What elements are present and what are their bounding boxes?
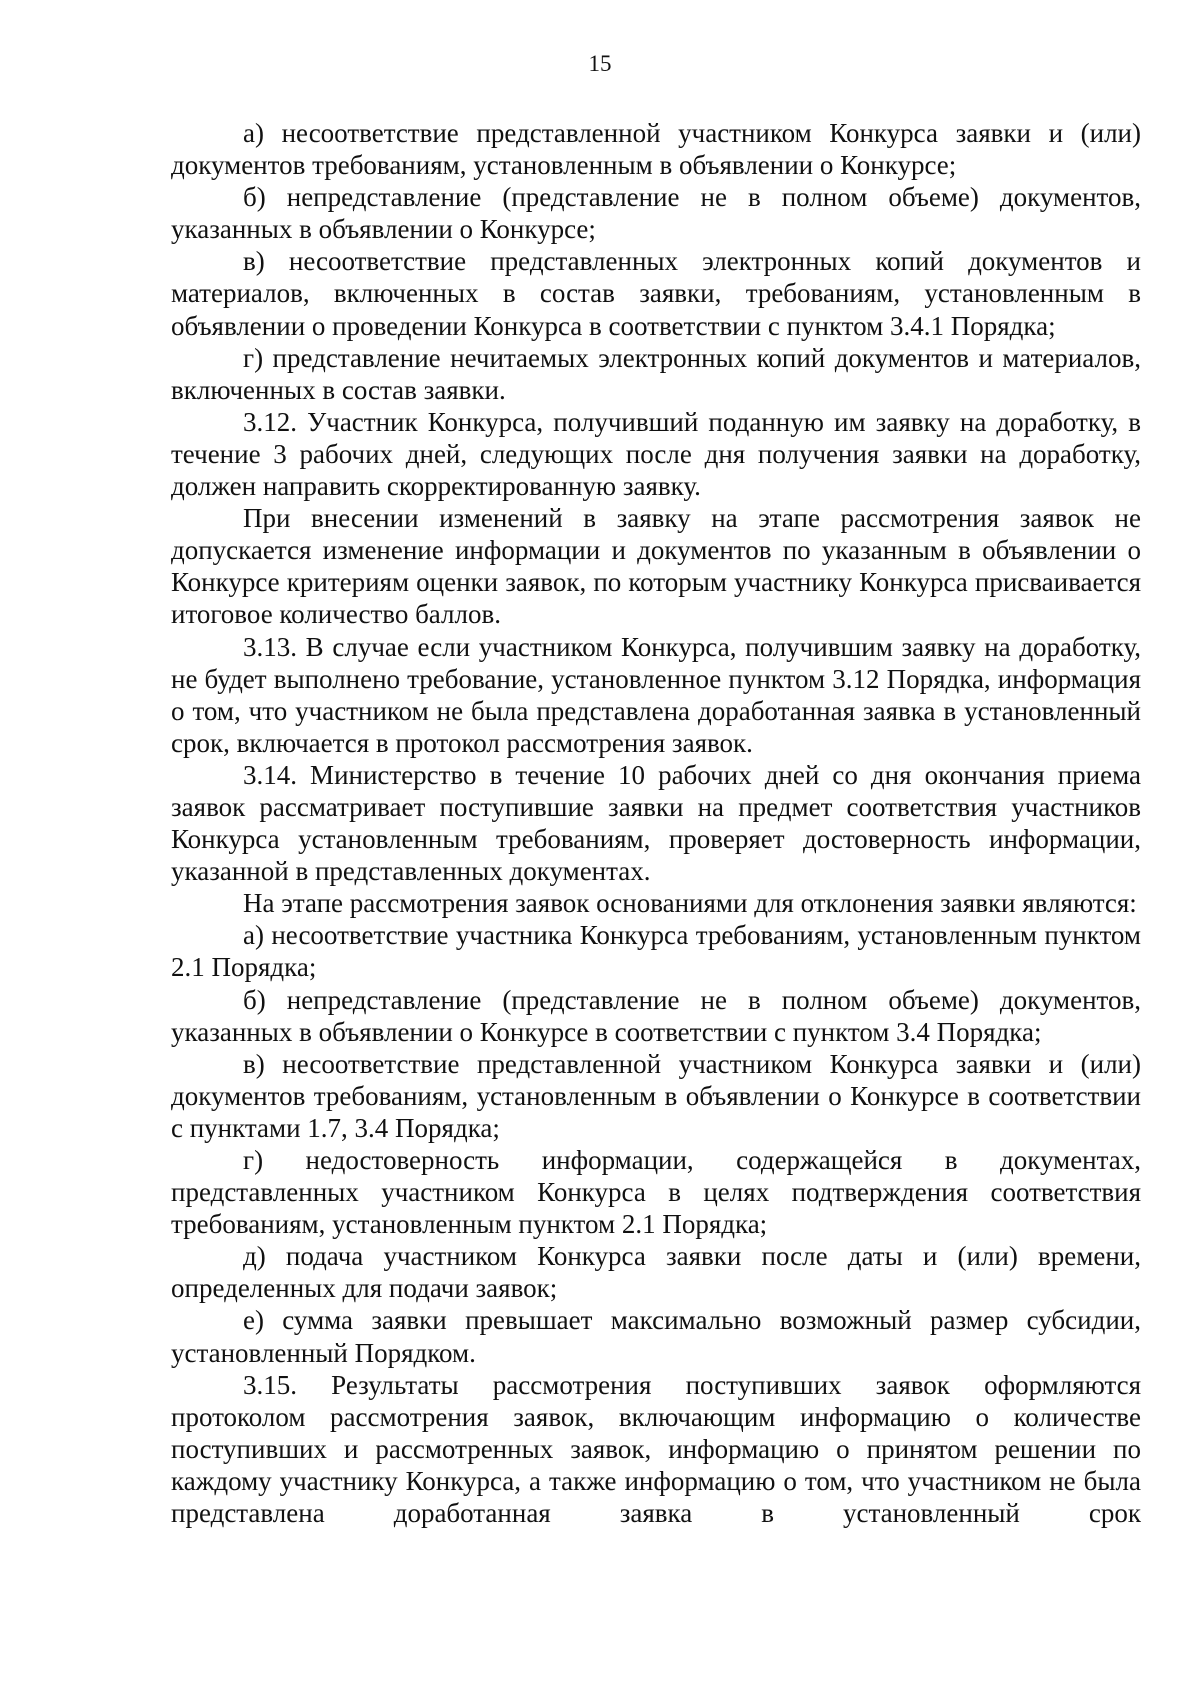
paragraph: а) несоответствие представленной участником Конкурса заявки и (или) документов требованиям, установленным в объявлении о Конкурсе;	[171, 118, 1141, 181]
paragraph: 3.14. Министерство в течение 10 рабочих дней со дня окончания приема заявок рассматривает поступившие заявки на предмет соответствия участников Конкурса установленным требованиям, проверяет достоверность информации, указанной в представленных документах.	[171, 759, 1141, 887]
paragraph: е) сумма заявки превышает максимально возможный размер субсидии, установленный Порядком.	[171, 1305, 1141, 1368]
paragraph: б) непредставление (представление не в полном объеме) документов, указанных в объявлении о Конкурсе;	[171, 182, 1141, 245]
paragraph: При внесении изменений в заявку на этапе рассмотрения заявок не допускается изменение информации и документов по указанным в объявлении о Конкурсе критериям оценки заявок, по которым участнику Конкурса присваивается итоговое количество баллов.	[171, 503, 1141, 630]
paragraph: д) подача участником Конкурса заявки после даты и (или) времени, определенных для подачи заявок;	[171, 1241, 1141, 1304]
paragraph: г) представление нечитаемых электронных копий документов и материалов, включенных в состав заявки.	[171, 342, 1141, 405]
paragraph: а) несоответствие участника Конкурса требованиям, установленным пунктом 2.1 Порядка;	[171, 920, 1141, 983]
paragraph: 3.13. В случае если участником Конкурса, получившим заявку на доработку, не будет выполнено требование, установленное пунктом 3.12 Порядка, информация о том, что участником не была представлена доработанная заявка в установленный срок, включается в протокол рассмотрения заявок.	[171, 631, 1141, 758]
paragraph: г) недостоверность информации, содержащейся в документах, представленных участником Конкурса в целях подтверждения соответствия требованиям, установленным пунктом 2.1 Порядка;	[171, 1145, 1141, 1240]
paragraph: б) непредставление (представление не в полном объеме) документов, указанных в объявлении о Конкурсе в соответствии с пунктом 3.4 Порядка;	[171, 984, 1141, 1047]
page-number: 15	[588, 51, 612, 76]
paragraph: в) несоответствие представленных электронных копий документов и материалов, включенных в состав заявки, требованиям, установленным в объявлении о проведении Конкурса в соответствии с пунктом 3.4.1 Порядка;	[171, 246, 1141, 341]
document-body	[171, 117, 1141, 1529]
paragraph: в) несоответствие представленной участником Конкурса заявки и (или) документов требованиям, установленным в объявлении о Конкурсе в соответствии с пунктами 1.7, 3.4 Порядка;	[171, 1048, 1141, 1143]
paragraph: 3.12. Участник Конкурса, получивший поданную им заявку на доработку, в течение 3 рабочих дней, следующих после дня получения заявки на доработку, должен направить скорректированную заявку.	[171, 406, 1141, 502]
paragraph: На этапе рассмотрения заявок основаниями для отклонения заявки являются:	[243, 888, 1137, 919]
paragraph: 3.15. Результаты рассмотрения поступивших заявок оформляются протоколом рассмотрения заявок, включающим информацию о количестве поступивших и рассмотренных заявок, информацию о принятом решении по каждому участнику Конкурса, а также информацию о том, что участником не была представлена доработанная заявка в установленный срок	[171, 1369, 1141, 1529]
